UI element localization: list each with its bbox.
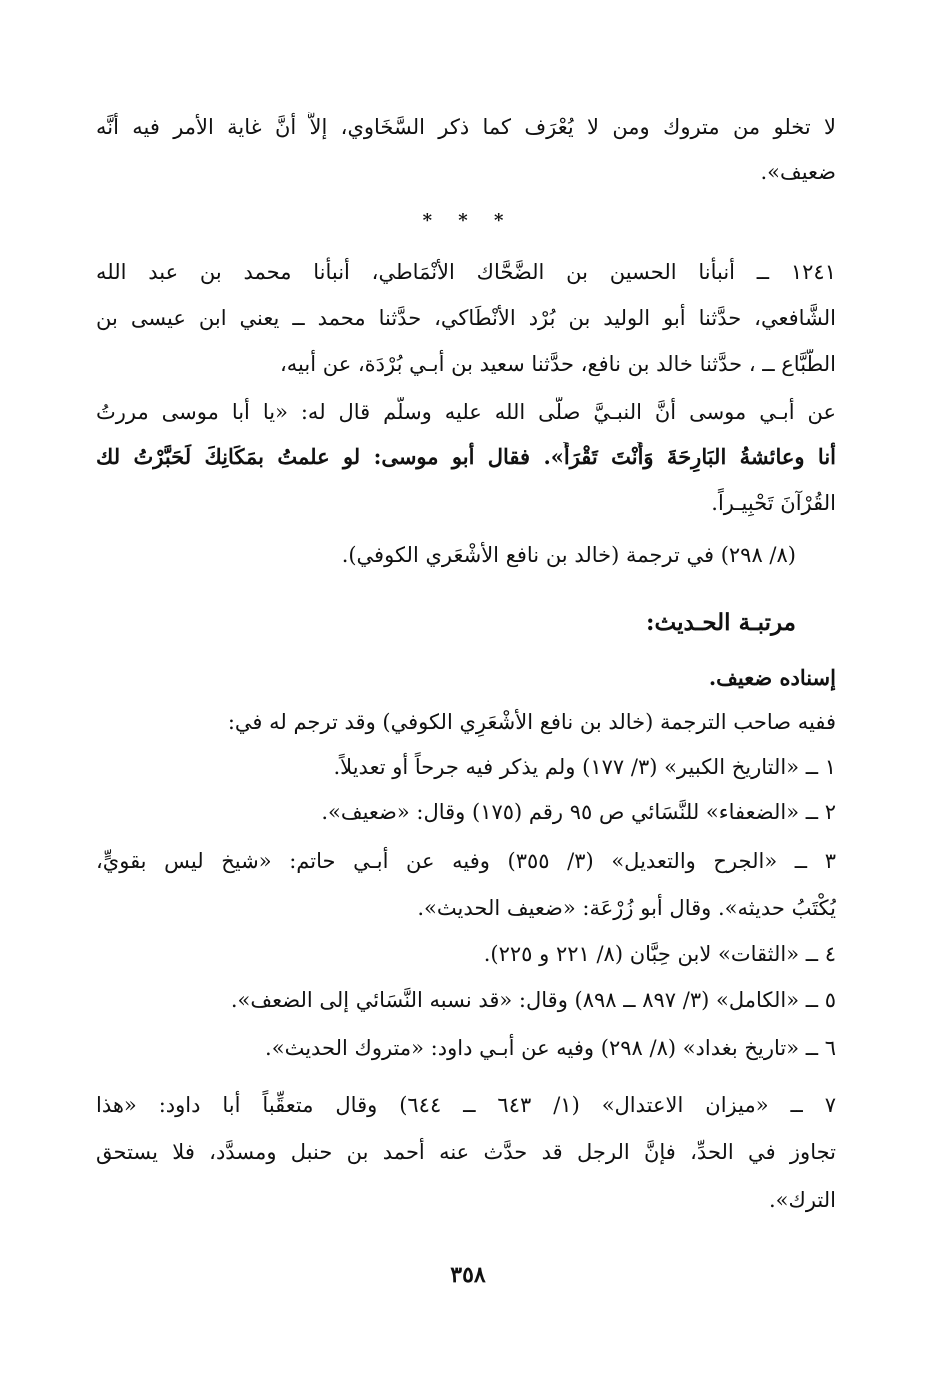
grading-item-continuation: الترك». xyxy=(769,1188,836,1212)
hadith-line-1: ١٢٤١ ــ أنبأنا الحسين بن الضَّحَّاك الأنْمَاطي، أنبأنا محمد بن عبد الله xyxy=(96,260,836,284)
grading-heading: مرتبـة الحـديث: xyxy=(646,609,796,636)
grading-verdict: إسناده ضعيف. xyxy=(708,665,836,690)
grading-item: ٢ ــ «الضعفاء» للنَّسَائي ص ٩٥ رقم (١٧٥) وقال: «ضعيف». xyxy=(321,800,836,824)
hadith-line-5: أنا وعائشةُ البَارِحَةَ وَأَنْتَ تَقْرَأُ». فقال أبو موسى: لو علمتُ بمَكَانِكَ لَحَبَّرْتُ لك xyxy=(96,444,836,469)
intro-line-1: لا تخلو من متروك ومن لا يُعْرَف كما ذكر السَّخَاوي، إلاَّ أنَّ غاية الأمر فيه أنَّه xyxy=(96,115,836,139)
grading-item: ٧ ــ «ميزان الاعتدال» (١/ ٦٤٣ ــ ٦٤٤) وقال متعقِّباً أبا داود: «هذا xyxy=(96,1093,836,1117)
intro-line-2: ضعيف». xyxy=(760,160,836,184)
section-separator: * * * xyxy=(422,210,514,231)
grading-item: ٥ ــ «الكامل» (٣/ ٨٩٧ ــ ٨٩٨) وقال: «قد نسبه النَّسَائي إلى الضعف». xyxy=(230,988,836,1012)
grading-item-continuation: تجاوز في الحدِّ، فإنَّ الرجل قد حدَّث عنه أحمد بن حنبل ومسدَّد، فلا يستحق xyxy=(96,1140,836,1164)
hadith-line-6: القُرْآنَ تَحْبِيـراً. xyxy=(711,491,836,515)
grading-intro: ففيه صاحب الترجمة (خالد بن نافع الأشْعَرِي الكوفي) وقد ترجم له في: xyxy=(227,710,836,734)
hadith-line-4: عن أبـي موسى أنَّ النبـيَّ صلَّى الله عليه وسلَّم قال له: «يا أبا موسى مررتُ xyxy=(96,400,836,424)
grading-item: ٦ ــ «تاريخ بغداد» (٨/ ٢٩٨) وفيه عن أبـي داود: «متروك الحديث». xyxy=(265,1036,836,1060)
hadith-line-2: الشَّافعي، حدَّثنا أبو الوليد بن بُرْد الأنْطَاكي، حدَّثنا محمد ــ يعني ابن عيسى بن xyxy=(96,306,836,330)
grading-item: ٣ ــ «الجرح والتعديل» (٣/ ٣٥٥) وفيه عن أبـي حاتم: «شيخ ليس بقويٍّ، xyxy=(96,849,836,873)
grading-item: ١ ــ «التاريخ الكبير» (٣/ ١٧٧) ولم يذكر فيه جرحاً أو تعديلاً. xyxy=(333,755,836,779)
page-number: ٣٥٨ xyxy=(450,1262,486,1288)
grading-item: ٤ ــ «الثقات» لابن حِبَّان (٨/ ٢٢١ و ٢٢٥). xyxy=(483,942,836,966)
hadith-source: (٨/ ٢٩٨) في ترجمة (خالد بن نافع الأشْعَري الكوفي). xyxy=(341,543,796,567)
hadith-line-3: الطَّبَّاع ــ ، حدَّثنا خالد بن نافع، حدَّثنا سعيد بن أبـي بُرْدَة، عن أبيه، xyxy=(279,352,836,376)
grading-item-continuation: يُكْتَبُ حديثه». وقال أبو زُرْعَة: «ضعيف الحديث». xyxy=(417,896,836,920)
